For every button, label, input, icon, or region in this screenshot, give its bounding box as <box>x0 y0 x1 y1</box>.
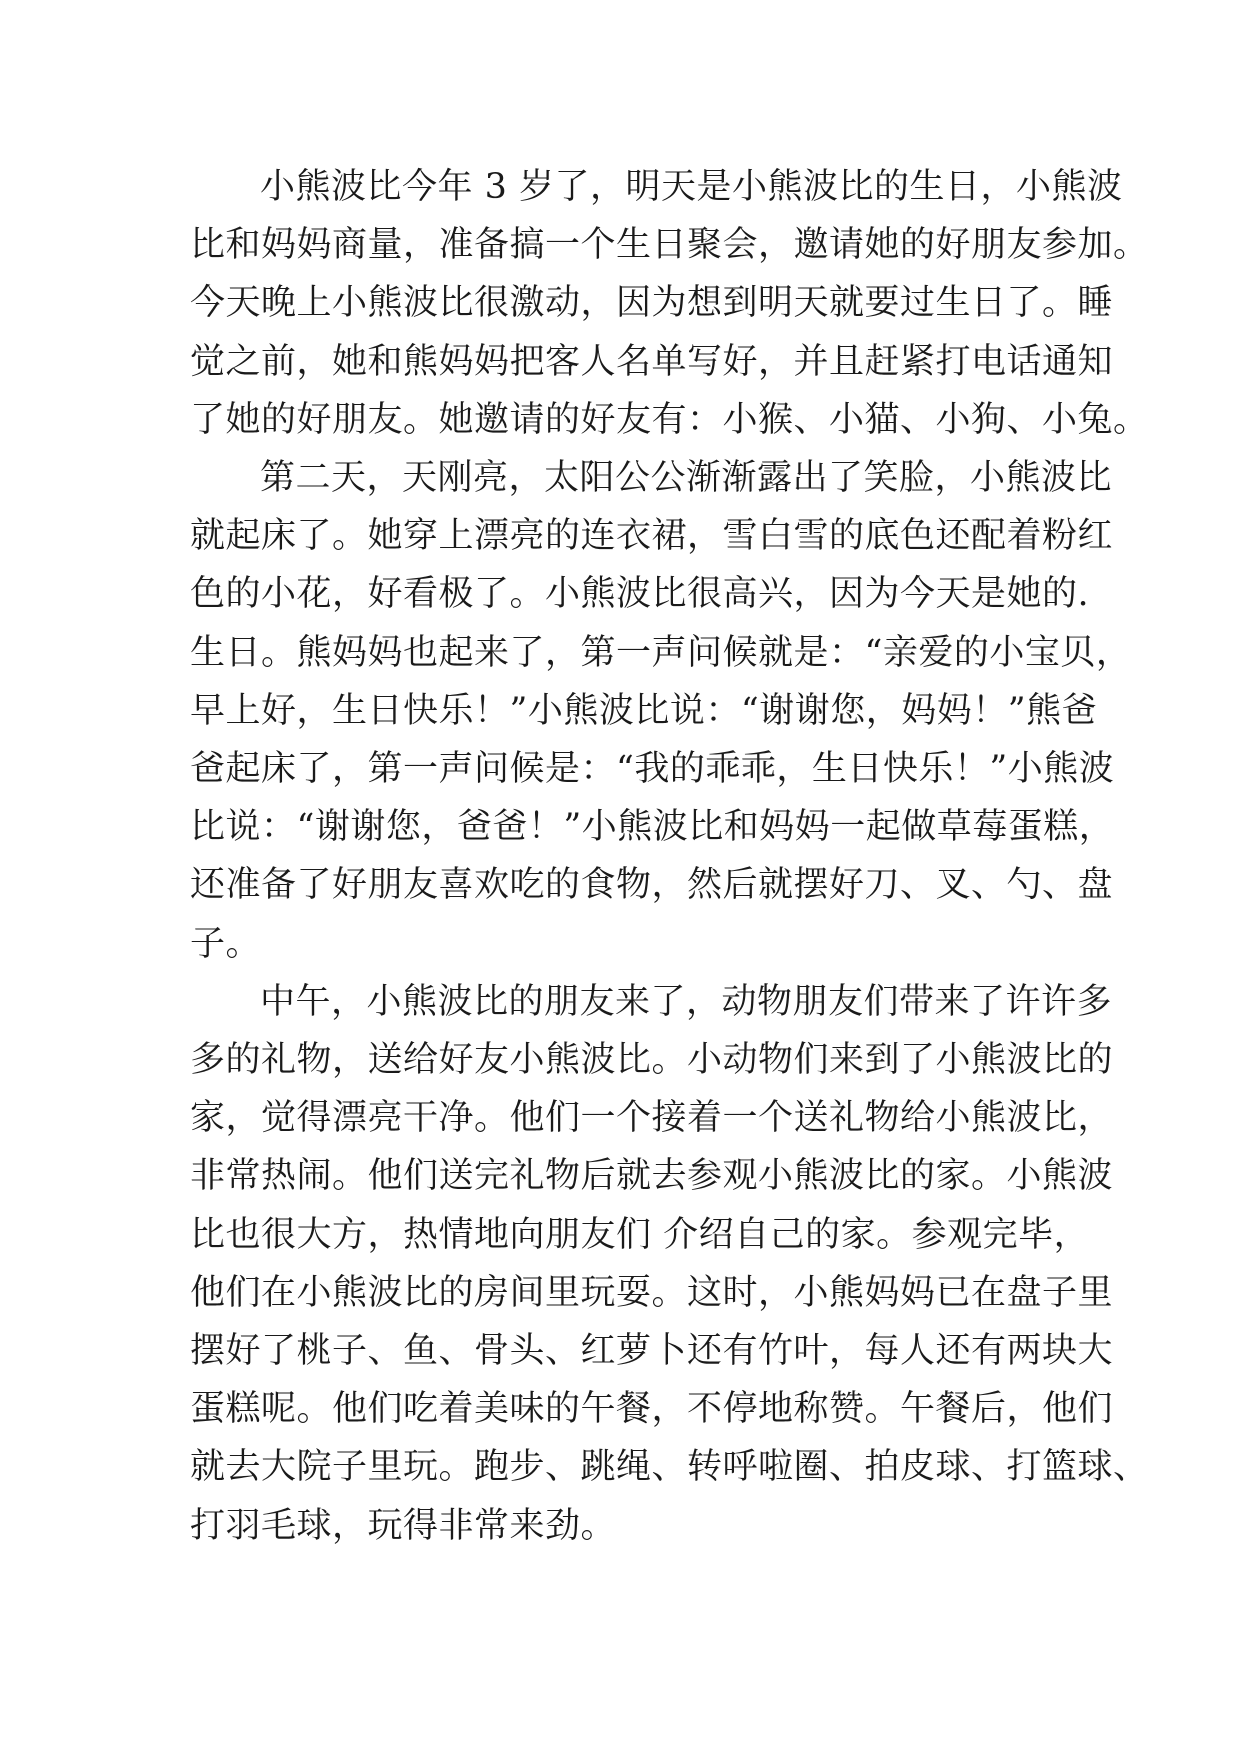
text-line: 生日。熊妈妈也起来了，第一声问候就是：“亲爱的小宝贝， <box>190 632 1132 673</box>
text-line: 家，觉得漂亮干净。他们一个接着一个送礼物给小熊波比， <box>190 1098 1114 1139</box>
text-line: 就起床了。她穿上漂亮的连衣裙，雪白雪的底色还配着粉红 <box>190 516 1114 557</box>
text-line: 还准备了好朋友喜欢吃的食物，然后就摆好刀、叉、勺、盘 <box>190 865 1114 906</box>
paragraph-1 <box>190 158 1149 449</box>
story-body <box>190 158 1149 1555</box>
text-line: 蛋糕呢。他们吃着美味的午餐，不停地称赞。午餐后，他们 <box>190 1389 1114 1430</box>
text-line: 觉之前，她和熊妈妈把客人名单写好，并且赶紧打电话通知 <box>190 341 1114 382</box>
text-line: 比也很大方，热情地向朋友们 介绍自己的家。参观完毕， <box>190 1214 1090 1255</box>
text-line: 早上好，生日快乐！”小熊波比说：“谢谢您，妈妈！”熊爸 <box>190 690 1098 731</box>
text-line: 摆好了桃子、鱼、骨头、红萝卜还有竹叶，每人还有两块大 <box>190 1331 1114 1372</box>
text-line: 打羽毛球，玩得非常来劲。 <box>190 1505 617 1546</box>
text-line: 色的小花，好看极了。小熊波比很高兴，因为今天是她的. <box>190 574 1090 615</box>
text-line: 比和妈妈商量，准备搞一个生日聚会，邀请她的好朋友参加。 <box>190 225 1149 266</box>
text-line: 了她的好朋友。她邀请的好友有：小猴、小猫、小狗、小兔。 <box>190 399 1149 440</box>
text-line: 多的礼物，送给好友小熊波比。小动物们来到了小熊波比的 <box>190 1040 1114 1081</box>
text-line: 第二天，天刚亮，太阳公公渐渐露出了笑脸，小熊波比 <box>260 458 1113 499</box>
text-line: 就去大院子里玩。跑步、跳绳、转呼啦圈、拍皮球、打篮球、 <box>190 1447 1149 1488</box>
text-line: 爸起床了，第一声问候是：“我的乖乖，生日快乐！”小熊波 <box>190 749 1115 790</box>
text-line: 今天晚上小熊波比很激动，因为想到明天就要过生日了。睡 <box>190 283 1114 324</box>
paragraph-3 <box>190 973 1149 1555</box>
text-line: 比说：“谢谢您，爸爸！”小熊波比和妈妈一起做草莓蛋糕， <box>190 807 1115 848</box>
text-line: 非常热闹。他们送完礼物后就去参观小熊波比的家。小熊波 <box>190 1156 1114 1197</box>
text-line: 小熊波比今年 3 岁了，明天是小熊波比的生日，小熊波 <box>260 167 1123 207</box>
text-line: 中午，小熊波比的朋友来了，动物朋友们带来了许许多 <box>260 981 1113 1022</box>
text-line: 子。 <box>190 923 262 964</box>
paragraph-2 <box>190 449 1132 973</box>
text-line: 他们在小熊波比的房间里玩耍。这时，小熊妈妈已在盘子里 <box>190 1272 1114 1313</box>
